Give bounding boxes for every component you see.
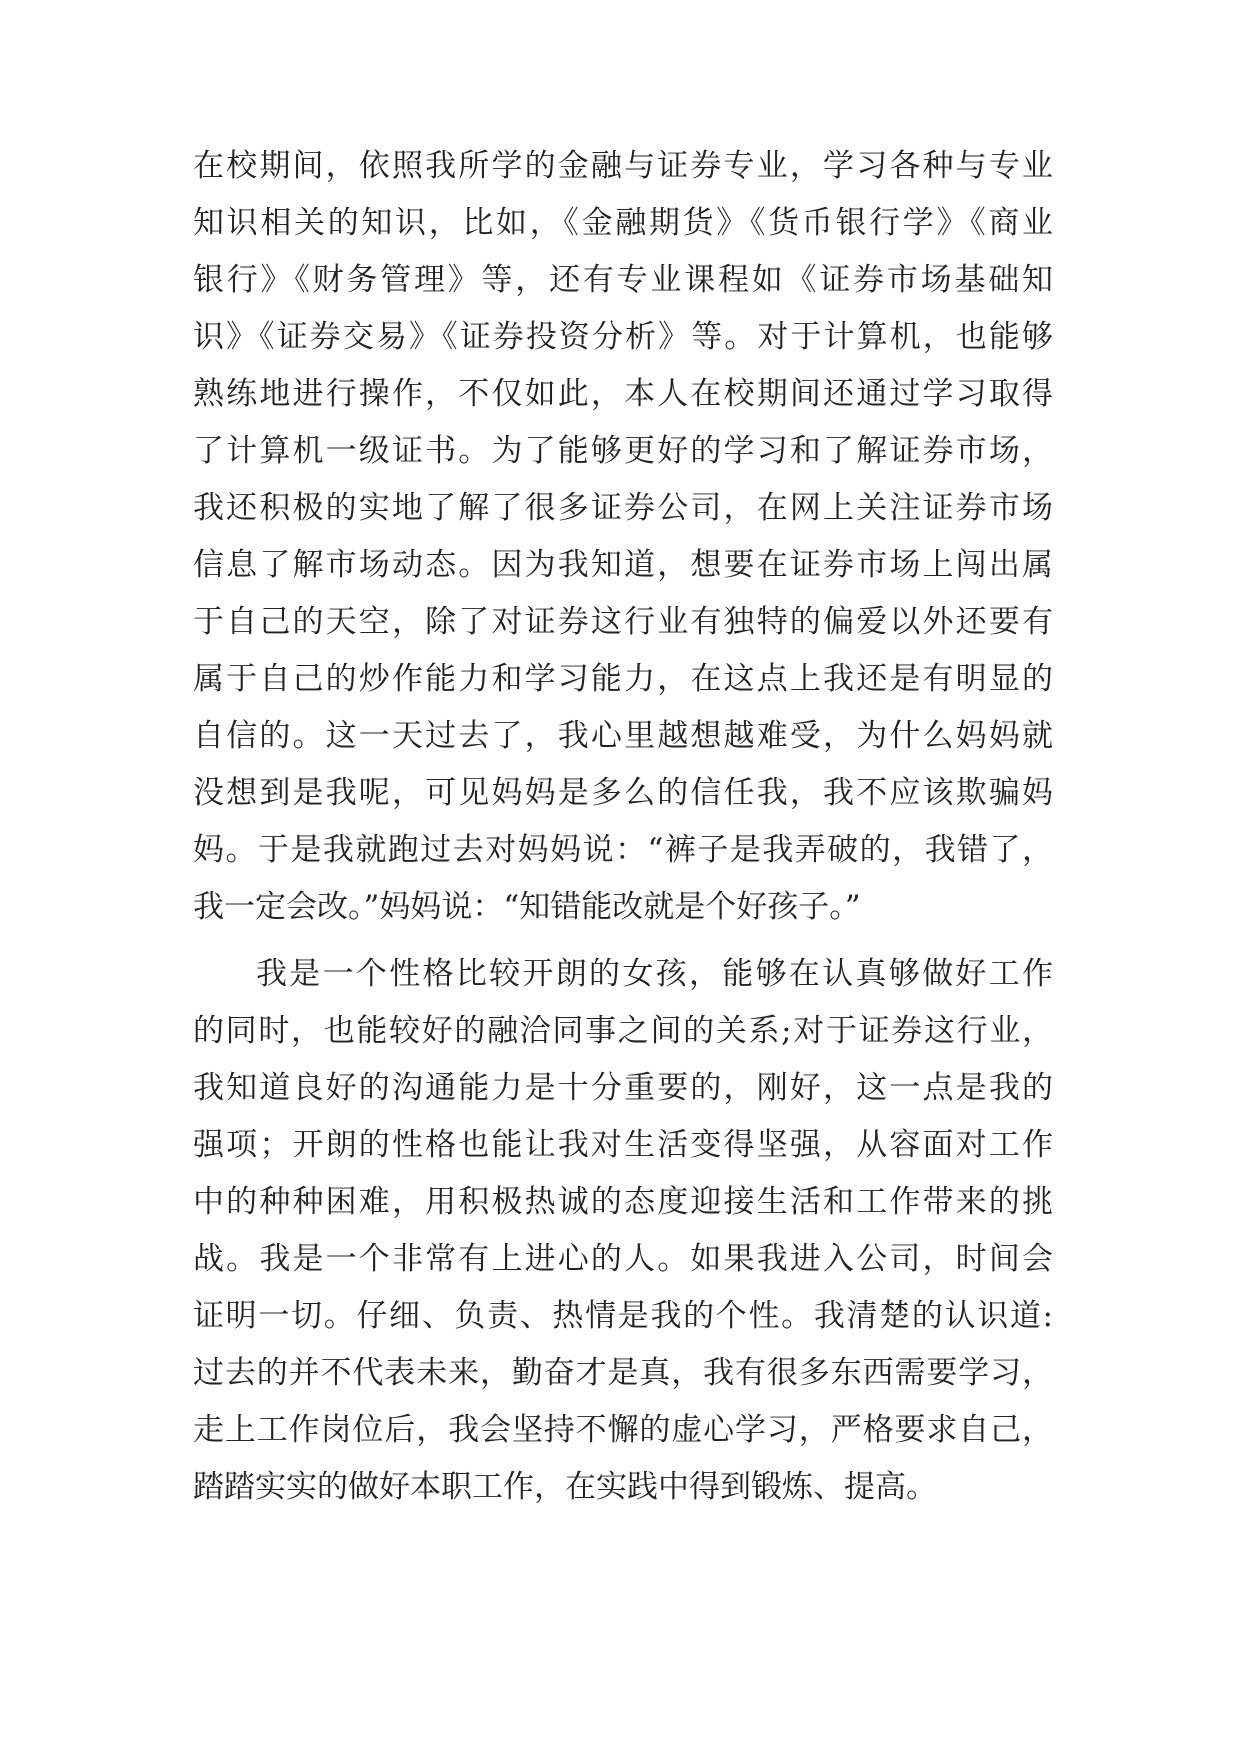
paragraph-2-line-7: 证明一切。仔细、负责、热情是我的个性。我清楚的认识道:: [193, 1298, 1053, 1334]
paragraph-2-line-3: 我知道良好的沟通能力是十分重要的，刚好，这一点是我的: [193, 1070, 1053, 1106]
paragraph-2-line-8: 过去的并不代表未来，勤奋才是真，我有很多东西需要学习，: [193, 1355, 1053, 1391]
paragraph-2-line-1: 我是一个性格比较开朗的女孩，能够在认真够做好工作: [256, 956, 1053, 992]
paragraph-1-line-3: 银行》《财务管理》等，还有专业课程如《证券市场基础知: [193, 262, 1053, 298]
paragraph-2-line-10: 踏踏实实的做好本职工作，在实践中得到锻炼、提高。: [193, 1469, 937, 1505]
paragraph-1-line-13: 妈。于是我就跑过去对妈妈说：“裤子是我弄破的，我错了，: [193, 832, 1053, 868]
paragraph-2-line-5: 中的种种困难，用积极热诚的态度迎接生活和工作带来的挑: [193, 1184, 1053, 1220]
paragraph-1-line-1: 在校期间，依照我所学的金融与证券专业，学习各种与专业: [193, 148, 1053, 184]
paragraph-1-line-11: 自信的。这一天过去了，我心里越想越难受，为什么妈妈就: [193, 718, 1053, 754]
paragraph-1-line-9: 于自己的天空，除了对证券这行业有独特的偏爱以外还要有: [193, 604, 1053, 640]
paragraph-1-line-8: 信息了解市场动态。因为我知道，想要在证券市场上闯出属: [193, 547, 1053, 583]
paragraph-1-line-4: 识》《证券交易》《证券投资分析》等。对于计算机，也能够: [193, 319, 1053, 355]
paragraph-1-line-2: 知识相关的知识，比如，《金融期货》《货币银行学》《商业: [193, 205, 1053, 241]
paragraph-2-line-4: 强项；开朗的性格也能让我对生活变得坚强，从容面对工作: [193, 1127, 1053, 1163]
paragraph-2-line-2: 的同时，也能较好的融洽同事之间的关系;对于证券这行业，: [193, 1013, 1053, 1049]
paragraph-2-line-6: 战。我是一个非常有上进心的人。如果我进入公司，时间会: [193, 1241, 1053, 1277]
paragraph-1-line-7: 我还积极的实地了解了很多证券公司，在网上关注证券市场: [193, 490, 1053, 526]
paragraph-1-line-12: 没想到是我呢，可见妈妈是多么的信任我，我不应该欺骗妈: [193, 775, 1053, 811]
paragraph-1-line-5: 熟练地进行操作，不仅如此，本人在校期间还通过学习取得: [193, 376, 1053, 412]
paragraph-1-line-14: 我一定会改。”妈妈说：“知错能改就是个好孩子。”: [193, 889, 861, 925]
paragraph-1-line-6: 了计算机一级证书。为了能够更好的学习和了解证券市场，: [193, 433, 1053, 469]
paragraph-2-line-9: 走上工作岗位后，我会坚持不懈的虚心学习，严格要求自己，: [193, 1412, 1053, 1448]
paragraph-1-line-10: 属于自己的炒作能力和学习能力，在这点上我还是有明显的: [193, 661, 1053, 697]
